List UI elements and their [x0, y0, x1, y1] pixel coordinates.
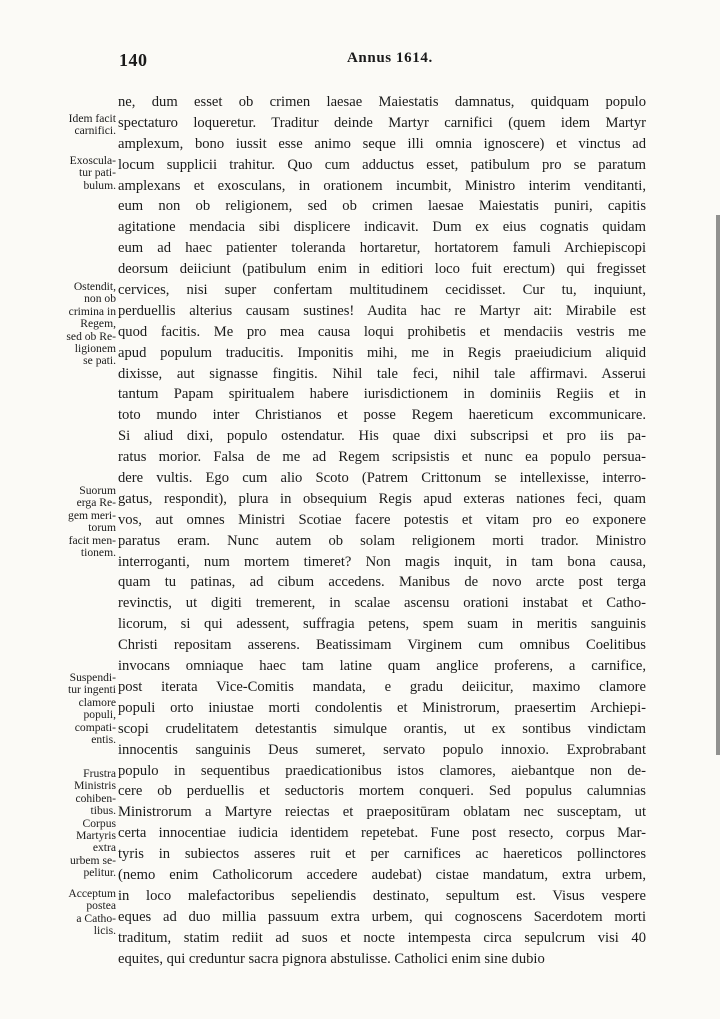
text-line: (nemo enim Catholicorum accedere audebat) cistae mandatum, extra urbem, — [118, 866, 646, 883]
text-line: Christi repositam asserens. Beatissimam Virginem cum omnibus Coelitibus — [118, 637, 646, 654]
text-line: eques ad duo millia passuum extra urbem, qui cognoscens Sacerdotem morti — [118, 908, 646, 925]
text-line: agitatione mendacia sibi displicere indicavit. Dum ex eius cognatis quidam — [118, 219, 646, 236]
text-line: traditum, statim rediit ad suos et nocte intempesta circa sepulcrum visi 40 — [118, 929, 646, 946]
text-line: quam tu patinas, ad cibum accedens. Manibus de novo arcte post terga — [118, 574, 646, 591]
text-line: revinctis, ut digiti tremerent, in scalae ascensu orationi instabat et Catho- — [118, 595, 646, 612]
marginal-note: Frustra Ministris cohiben- tibus. Corpus Martyris extra urbem se- pelitur. — [69, 767, 116, 880]
text-line: vos, aut omnes Ministri Scotiae facere potestis et vitam pro eo exponere — [118, 511, 646, 528]
text-line: amplexans et exosculans, in orationem incumbit, Ministro interim venditanti, — [118, 177, 646, 194]
text-line: licorum, si qui adessent, suffragia petens, spem suam in meritis sanguinis — [118, 616, 646, 633]
text-line: invocans omniaque haec tam latine quam anglice proferens, a carnifice, — [118, 658, 646, 675]
text-line: innocentis sanguinis Deus sumeret, servato populo innoxio. Exprobrabant — [118, 741, 646, 758]
text-line: toto mundo inter Christianos et posse Regem haereticum excommunicare. — [118, 407, 646, 424]
text-line: eum non ob religionem, sed ob crimen laesae Maiestatis puniri, capitis — [118, 198, 646, 215]
text-line: Si aliud dixi, populo ostendatur. His quae dixi subscripsi et pro iis pa- — [118, 428, 646, 445]
text-line: gatus, respondit), plura in obsequium Regis apud exteras nationes feci, quam — [118, 490, 646, 507]
text-line: amplexum, bono iussit esse animo seque illi omnia ignoscere) et vinctus ad — [118, 135, 646, 152]
text-line: populi orto iniustae morti condolentis et Ministrorum, praesertim Archiepi- — [118, 699, 646, 716]
text-line: ne, dum esset ob crimen laesae Maiestatis damnatus, quidquam populo — [118, 94, 646, 110]
text-line: ratus morior. Falsa de me ad Regem scripsistis et nunc ea populo persua- — [118, 449, 646, 466]
text-line: tantum Papam spiritualem habere iurisdictionem in dominiis Regiis et in — [118, 386, 646, 403]
text-line: locum supplicii trahitur. Quo cum adductus esset, patibulum pro se paratum — [118, 156, 646, 173]
text-line: spectaturo loqueretur. Traditur deinde Martyr carnifici (quem idem Martyr — [118, 114, 646, 131]
text-line: interroganti, num mortem timeret? Non magis inquit, in tam bona causa, — [118, 553, 646, 570]
text-line: certa innocentiae iudicia identidem repetebat. Fune post resecto, corpus Mar- — [118, 825, 646, 842]
text-line: perduellis alterius causam sustines! Audita hac re Martyr ait: Mirabile est — [118, 302, 646, 319]
marginal-note: Suorum erga Re- gem meri- torum facit men- tionem. — [68, 484, 116, 560]
text-line: apud populum traducitis. Imponitis mihi, me in Regis praeiudicium aliquid — [118, 344, 646, 361]
text-line: eum ad haec patienter toleranda hortaretur, hortatorem famuli Archiepiscopi — [118, 240, 646, 257]
marginal-note: Exoscula- tur pati- bulum. — [69, 154, 116, 192]
marginal-note: Acceptum postea a Catho- licis. — [68, 887, 116, 938]
running-title: Annus 1614. — [347, 50, 433, 66]
text-line: tyris in subiectos asseres ruit et per carnifices ac haereticos pollinctores — [118, 846, 646, 863]
page-header — [0, 50, 720, 74]
text-line: dere vultis. Ego cum alio Scoto (Patrem Crittonum se intellexisse, interro- — [118, 470, 646, 487]
text-line: populo in sequentibus praedicationibus istos clamores, aiebantque non de- — [118, 762, 646, 779]
text-line: in loco malefactoribus sepeliendis destinato, sepultum est. Visus vespere — [118, 887, 646, 904]
marginal-note: Idem facit carnifici. — [68, 112, 116, 138]
text-line: cervices, nisi super confertam multitudinem cecidisset. Cur tu, inquiunt, — [118, 282, 646, 299]
marginal-note: Ostendit, non ob crimina in Regem, sed ob Re- ligionem se pati. — [66, 280, 116, 368]
text-line: post iterata Vice-Comitis mandata, e gradu deiicitur, maximo clamore — [118, 678, 646, 695]
text-line: Ministrorum a Martyre reiectas et praepositūram oblatam nec susceptam, ut — [118, 804, 646, 821]
text-line: deorsum deiiciunt (patibulum enim in editiori loco fuit erectum) qui fregisset — [118, 261, 646, 278]
text-line: cere ob perduellis et seductoris mortem conqueri. Sed populus calumnias — [118, 783, 646, 800]
text-line: equites, qui creduntur sacra pignora abstulisse. Catholici enim sine dubio — [118, 950, 545, 967]
text-line: quod facitis. Me pro mea causa loqui prohibetis et mendaciis vestris me — [118, 323, 646, 340]
page-edge-shadow — [716, 215, 720, 755]
text-line: dixisse, aut signasse fingitis. Nihil tale feci, nihil tale affirmavi. Asserui — [118, 365, 646, 382]
text-line: paratus eram. Nunc autem ob solam religionem morti trador. Ministro — [118, 532, 646, 549]
text-line: scopi crudelitatem detestantis simulque orantis, ut ex sontibus vindictam — [118, 720, 646, 737]
marginal-note: Suspendi- tur ingenti clamore populi, compati- entis. — [68, 671, 116, 747]
main-text — [118, 92, 646, 969]
page-number: 140 — [119, 50, 148, 70]
